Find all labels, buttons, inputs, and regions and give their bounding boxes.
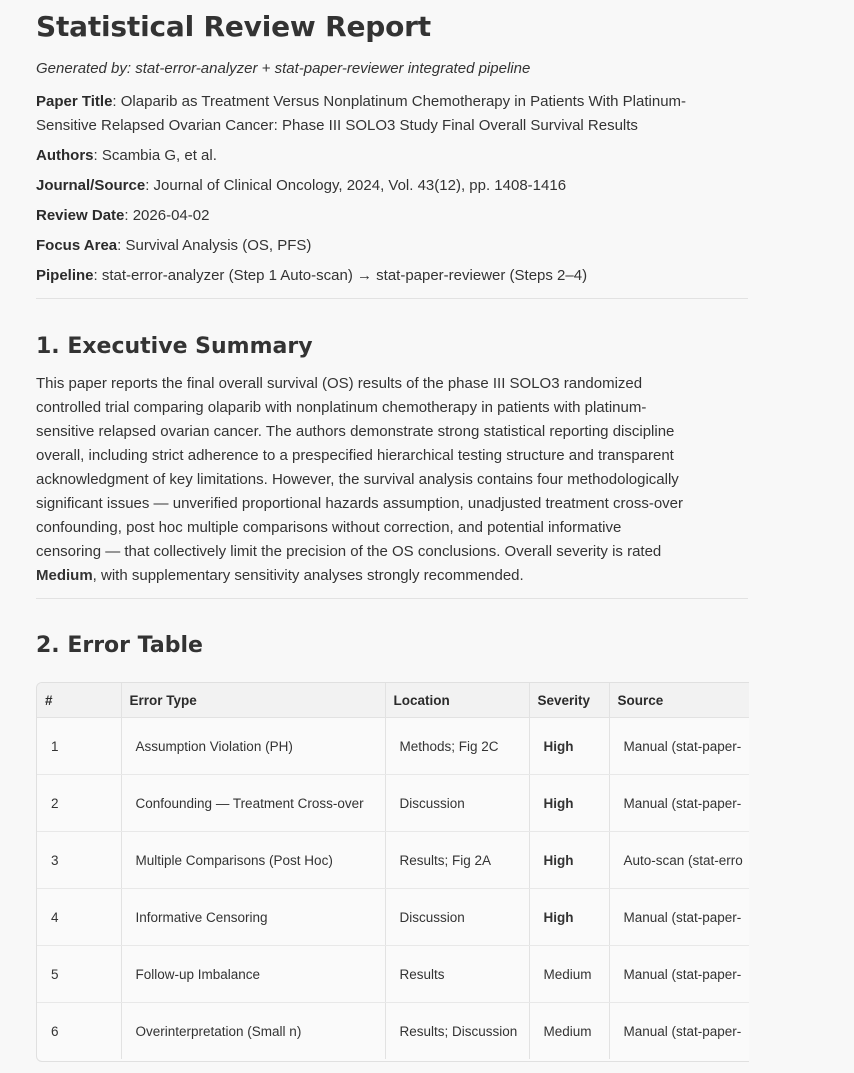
table-row: [37, 832, 749, 889]
cell-source: Manual (stat-paper-: [609, 1003, 749, 1060]
table-row: [37, 775, 749, 832]
cell-number: 2: [37, 775, 121, 832]
generated-by-line: Generated by: stat-error-analyzer + stat-paper-reviewer integrated pipeline: [36, 60, 531, 77]
cell-severity: High: [529, 889, 609, 946]
column-header-severity: Severity: [529, 683, 609, 718]
table-header-row: [37, 683, 749, 718]
cell-location: Results: [385, 946, 529, 1003]
cell-error-type: Confounding — Treatment Cross-over: [121, 775, 385, 832]
cell-error-type: Follow-up Imbalance: [121, 946, 385, 1003]
column-header-error-type: Error Type: [121, 683, 385, 718]
meta-pipeline: Pipeline: stat-error-analyzer (Step 1 Auto-scan) → stat-paper-reviewer (Steps 2–4): [36, 267, 588, 284]
cell-number: 1: [37, 718, 121, 775]
cell-error-type: Assumption Violation (PH): [121, 718, 385, 775]
cell-source: Auto-scan (stat-erro: [609, 832, 749, 889]
cell-source: Manual (stat-paper-: [609, 718, 749, 775]
meta-authors-label: Authors: [36, 147, 94, 164]
cell-severity: High: [529, 832, 609, 889]
meta-focus-value: Survival Analysis (OS, PFS): [125, 237, 312, 254]
summary-line: overall, including strict adherence to a prespecified hierarchical testing structure and transparent: [36, 447, 674, 464]
column-header-number: #: [37, 683, 121, 718]
summary-line: significant issues — unverified proportional hazards assumption, unadjusted treatment cross-over: [36, 495, 683, 512]
cell-number: 4: [37, 889, 121, 946]
cell-severity: High: [529, 775, 609, 832]
table-row: [37, 946, 749, 1003]
meta-review-date: Review Date: 2026-04-02: [36, 207, 210, 224]
table-row: [37, 1003, 749, 1060]
meta-journal: Journal/Source: Journal of Clinical Oncology, 2024, Vol. 43(12), pp. 1408-1416: [36, 177, 567, 194]
cell-source: Manual (stat-paper-: [609, 889, 749, 946]
cell-location: Discussion: [385, 889, 529, 946]
section-heading-executive-summary: 1. Executive Summary: [36, 334, 313, 359]
meta-authors-value: Scambia G, et al.: [101, 147, 217, 164]
summary-line: acknowledgment of key limitations. However, the survival analysis contains four methodologically: [36, 471, 679, 488]
meta-journal-label: Journal/Source: [36, 177, 146, 194]
cell-severity: Medium: [529, 946, 609, 1003]
column-header-source: Source: [609, 683, 749, 718]
table-row: [37, 889, 749, 946]
meta-focus-label: Focus Area: [36, 237, 118, 254]
cell-location: Results; Fig 2A: [385, 832, 529, 889]
cell-severity: Medium: [529, 1003, 609, 1060]
summary-line: This paper reports the final overall survival (OS) results of the phase III SOLO3 randomized: [36, 375, 643, 392]
error-table: [37, 683, 749, 1059]
divider: [36, 298, 748, 299]
summary-line: controlled trial comparing olaparib with nonplatinum chemotherapy in patients with platinum-: [36, 399, 647, 416]
meta-paper-title: Paper Title: Olaparib as Treatment Versus Nonplatinum Chemotherapy in Patients With Platinum- Sensitive Relapsed Ovarian Cancer: Phase III SOLO3 Study Final Overall Survival Results: [36, 90, 686, 138]
cell-source: Manual (stat-paper-: [609, 775, 749, 832]
cell-severity: High: [529, 718, 609, 775]
meta-pipeline-value: stat-error-analyzer (Step 1 Auto-scan) → stat-paper-reviewer (Steps 2–4): [101, 267, 588, 284]
cell-number: 5: [37, 946, 121, 1003]
meta-paper-title-value-2: Sensitive Relapsed Ovarian Cancer: Phase III SOLO3 Study Final Overall Survival Results: [36, 117, 638, 134]
overall-severity-value: Medium: [36, 567, 93, 584]
summary-line-last: [36, 564, 748, 588]
cell-location: Results; Discussion: [385, 1003, 529, 1060]
cell-error-type: Overinterpretation (Small n): [121, 1003, 385, 1060]
cell-location: Methods; Fig 2C: [385, 718, 529, 775]
meta-paper-title-label: Paper Title: [36, 93, 113, 110]
cell-number: 3: [37, 832, 121, 889]
meta-journal-value: Journal of Clinical Oncology, 2024, Vol. 43(12), pp. 1408-1416: [153, 177, 567, 194]
summary-line: confounding, post hoc multiple comparisons without correction, and potential informative: [36, 519, 622, 536]
summary-line-last-rest: , with supplementary sensitivity analyses strongly recommended.: [92, 567, 524, 584]
meta-review-date-value: 2026-04-02: [132, 207, 210, 224]
cell-source: Manual (stat-paper-: [609, 946, 749, 1003]
page-title: Statistical Review Report: [36, 10, 431, 43]
summary-line: sensitive relapsed ovarian cancer. The authors demonstrate strong statistical reporting discipline: [36, 423, 675, 440]
table-row: [37, 718, 749, 775]
summary-line: censoring — that collectively limit the precision of the OS conclusions. Overall severity is rated: [36, 543, 662, 560]
cell-error-type: Informative Censoring: [121, 889, 385, 946]
cell-error-type: Multiple Comparisons (Post Hoc): [121, 832, 385, 889]
column-header-location: Location: [385, 683, 529, 718]
executive-summary-paragraph: [36, 372, 748, 588]
meta-focus-area: Focus Area: Survival Analysis (OS, PFS): [36, 237, 312, 254]
meta-pipeline-label: Pipeline: [36, 267, 94, 284]
section-heading-error-table: 2. Error Table: [36, 633, 203, 658]
meta-review-date-label: Review Date: [36, 207, 125, 224]
meta-paper-title-value-1: Olaparib as Treatment Versus Nonplatinum Chemotherapy in Patients With Platinum-: [120, 93, 687, 110]
divider: [36, 598, 748, 599]
error-table-container[interactable]: [36, 682, 749, 1062]
meta-authors: Authors: Scambia G, et al.: [36, 147, 217, 164]
cell-location: Discussion: [385, 775, 529, 832]
cell-number: 6: [37, 1003, 121, 1060]
